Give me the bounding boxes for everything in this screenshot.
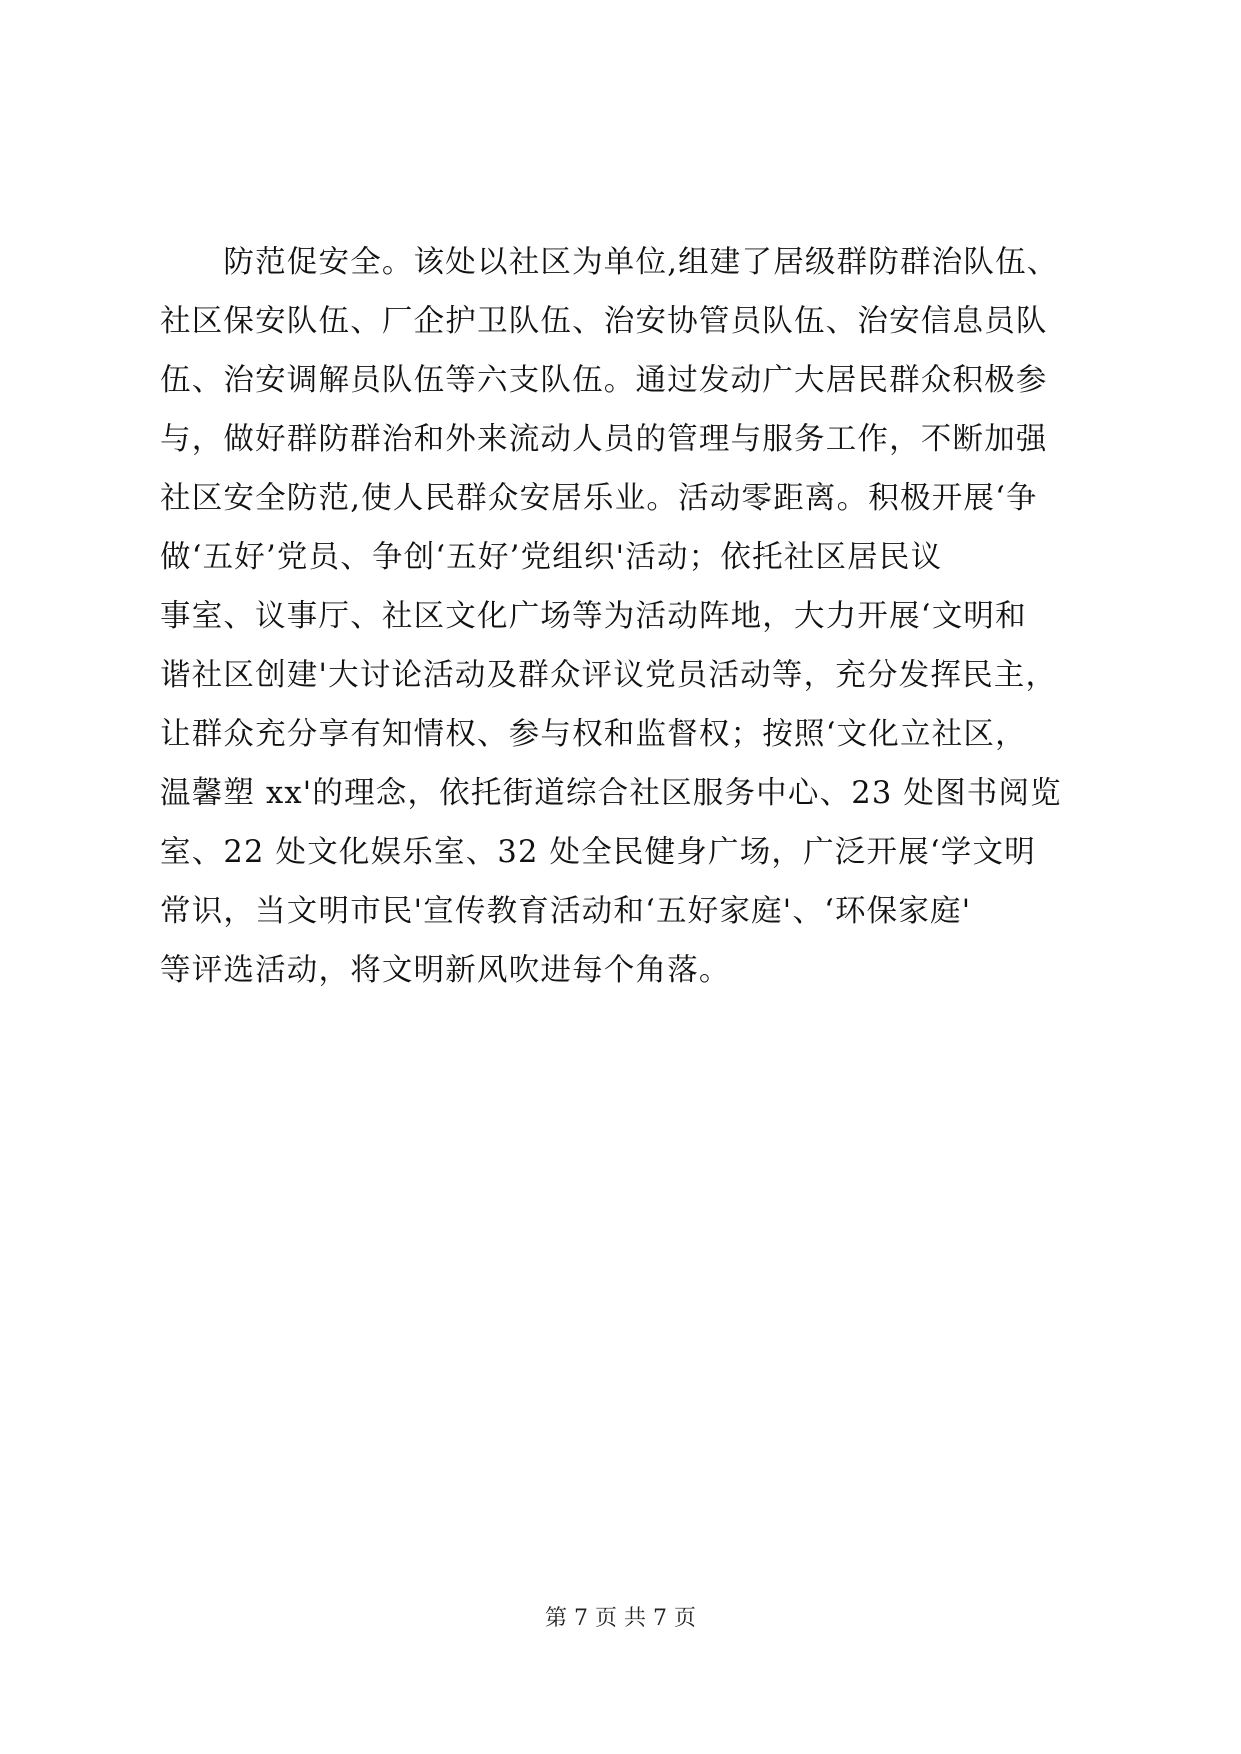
- text-line: 做‘五好’党员、争创‘五好’党组织'活动；依托社区居民议: [160, 540, 943, 575]
- text-line: 常识，当文明市民'宣传教育活动和‘五好家庭'、‘环保家庭': [160, 894, 972, 929]
- text-line: 谐社区创建'大讨论活动及群众评议党员活动等，充分发挥民主，: [160, 658, 1058, 693]
- text-line: 与，做好群防群治和外来流动人员的管理与服务工作，不断加强: [160, 422, 1048, 457]
- text-line: 室、22 处文化娱乐室、32 处全民健身广场，广泛开展‘学文明: [160, 835, 1036, 870]
- text-line: 防范促安全。该处以社区为单位,组建了居级群防群治队伍、: [160, 245, 1059, 280]
- page-number-footer: 第 7 页 共 7 页: [545, 1606, 696, 1631]
- text-line: 社区安全防范,使人民群众安居乐业。活动零距离。积极开展‘争: [160, 481, 1038, 516]
- text-line: 等评选活动，将文明新风吹进每个角落。: [160, 953, 731, 988]
- text-line: 伍、治安调解员队伍等六支队伍。通过发动广大居民群众积极参: [160, 363, 1048, 398]
- text-line: 温馨塑 xx'的理念，依托街道综合社区服务中心、23 处图书阅览: [160, 776, 1062, 811]
- text-line: 社区保安队伍、厂企护卫队伍、治安协管员队伍、治安信息员队: [160, 304, 1048, 339]
- body-paragraph: [160, 233, 1090, 1000]
- text-line: 让群众充分享有知情权、参与权和监督权；按照‘文化立社区，: [160, 717, 1027, 752]
- text-line: 事室、议事厅、社区文化广场等为活动阵地，大力开展‘文明和: [160, 599, 1027, 634]
